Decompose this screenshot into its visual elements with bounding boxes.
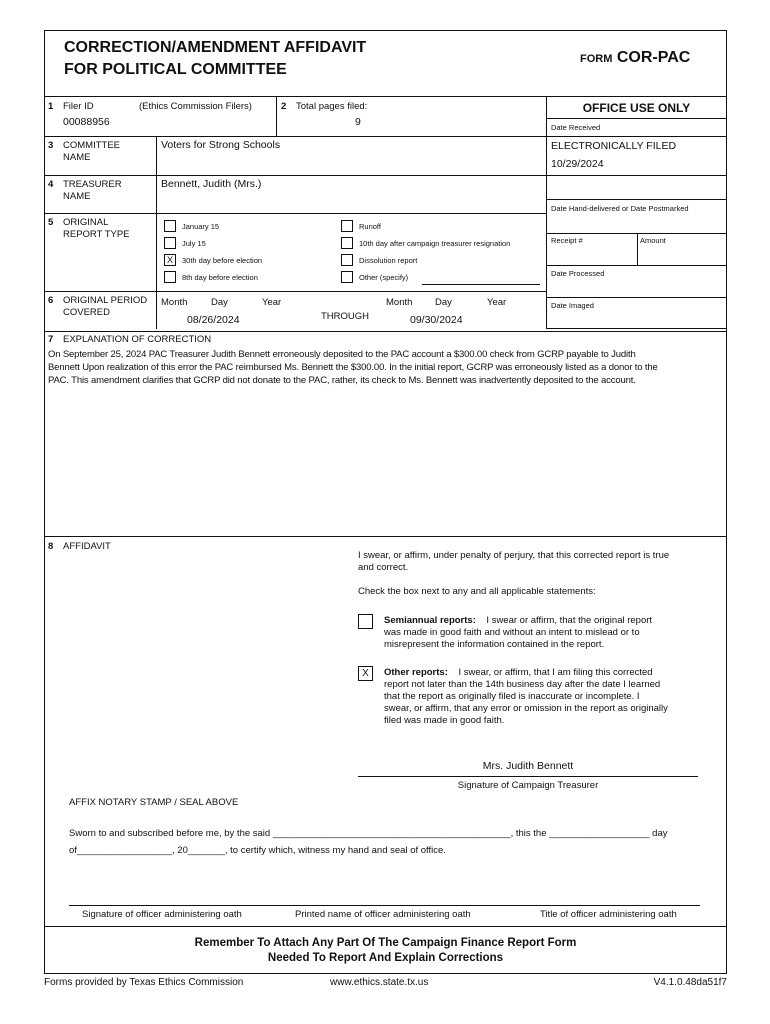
explanation-label: EXPLANATION OF CORRECTION	[63, 334, 212, 345]
treasurer-signature-label: Signature of Campaign Treasurer	[457, 780, 599, 791]
divider-before-reminder	[44, 926, 727, 927]
other-reports-line-1	[384, 667, 653, 678]
date-received-label: Date Received	[551, 123, 601, 132]
checkbox-other-reports[interactable]: X	[358, 666, 373, 681]
section6-number: 6	[48, 295, 54, 306]
hand-delivered-label: Date Hand-delivered or Date Postmarked	[551, 204, 689, 213]
option-30th-day: 30th day before election	[182, 256, 263, 265]
checkbox-semiannual[interactable]	[358, 614, 373, 629]
treasurer-signature-line	[358, 776, 698, 777]
filer-id-label: Filer ID	[63, 101, 94, 112]
semiannual-text-1: I swear or affirm, that the original report	[486, 615, 653, 626]
section8-number: 8	[48, 541, 54, 552]
treasurer-name-value: Bennett, Judith (Mrs.)	[161, 178, 262, 190]
sworn-line-2: of__________________, 20_______, to certify which, witness my hand and seal of office.	[69, 845, 446, 856]
swear-line-1: I swear, or affirm, under penalty of perjury, that this corrected report is true	[358, 550, 670, 561]
filer-id-value: 00088956	[63, 116, 110, 128]
officer-signature-line	[69, 905, 700, 906]
form-title-line2: FOR POLITICAL COMMITTEE	[64, 61, 287, 78]
treasurer-name-label-2: NAME	[63, 191, 91, 202]
period-from-value: 08/26/2024	[187, 314, 240, 326]
other-reports-line-5: filed was made in good faith.	[384, 715, 505, 726]
section1-number: 1	[48, 101, 54, 112]
to-day-label: Day	[435, 297, 452, 308]
checkbox-dissolution[interactable]	[341, 254, 353, 266]
explanation-line-3: PAC. This amendment clarifies that GCRP did not donate to the PAC, rather, its check to Ms. Bennett was inadvertently deposited to the account.	[48, 375, 636, 386]
section2-number: 2	[281, 101, 287, 112]
form-code	[580, 49, 690, 67]
option-other: Other (specify)	[359, 273, 409, 282]
total-pages-label: Total pages filed:	[296, 101, 368, 112]
section5-number: 5	[48, 217, 54, 228]
other-reports-line-3: that the report as originally filed is inaccurate or incomplete. I	[384, 691, 640, 702]
other-reports-title: Other reports:	[384, 667, 448, 678]
divider-after-section7	[44, 536, 727, 537]
option-january-15: January 15	[182, 222, 220, 231]
office-divider-4	[546, 199, 727, 200]
to-year-label: Year	[487, 297, 507, 308]
other-specify-line[interactable]	[422, 284, 540, 285]
semiannual-line-1	[384, 615, 652, 626]
checkbox-july-15[interactable]	[164, 237, 176, 249]
from-day-label: Day	[211, 297, 228, 308]
checkbox-30th-day[interactable]: X	[164, 254, 176, 266]
footer-version: V4.1.0.48da51f7	[653, 977, 727, 988]
period-to-value: 09/30/2024	[410, 314, 463, 326]
report-type-label-2: REPORT TYPE	[63, 229, 130, 240]
label-column-divider	[156, 136, 157, 329]
checkbox-runoff[interactable]	[341, 220, 353, 232]
treasurer-name-label-1: TREASURER	[63, 179, 122, 190]
divider-after-section2	[44, 136, 546, 137]
other-reports-text-1: I swear, or affirm, that I am filing this corrected	[458, 667, 653, 678]
period-label-2: COVERED	[63, 307, 110, 318]
filer-id-sublabel: (Ethics Commission Filers)	[139, 101, 252, 112]
reminder-line-2: Needed To Report And Explain Corrections	[267, 952, 504, 964]
report-type-label-1: ORIGINAL	[63, 217, 109, 228]
office-divider-6	[546, 265, 727, 266]
sworn-line-1: Sworn to and subscribed before me, by the said _____________________________________________, this the ___________________ day	[69, 828, 668, 839]
filed-status: ELECTRONICALLY FILED	[551, 140, 677, 152]
check-instruction: Check the box next to any and all applicable statements:	[358, 586, 596, 597]
footer-website[interactable]: www.ethics.state.tx.us	[330, 977, 429, 988]
checkbox-10th-day-resignation[interactable]	[341, 237, 353, 249]
date-processed-label: Date Processed	[551, 269, 605, 278]
filed-date: 10/29/2024	[551, 158, 604, 170]
date-imaged-label: Date Imaged	[551, 301, 594, 310]
option-july-15: July 15	[182, 239, 206, 248]
semiannual-line-3: misrepresent the information contained in the report.	[384, 639, 605, 650]
reminder-line-1: Remember To Attach Any Part Of The Campaign Finance Report Form	[194, 937, 577, 949]
amount-label: Amount	[640, 236, 666, 245]
committee-name-label-2: NAME	[63, 152, 91, 163]
notary-stamp-label: AFFIX NOTARY STAMP / SEAL ABOVE	[69, 797, 239, 808]
semiannual-line-2: was made in good faith and without an intent to mislead or to	[384, 627, 640, 638]
section1-2-divider	[276, 96, 277, 136]
other-reports-line-4: swear, or affirm, that any error or omission in the report as originally	[384, 703, 668, 714]
officer-signature-label: Signature of officer administering oath	[82, 909, 242, 920]
swear-line-2: and correct.	[358, 562, 409, 573]
checkbox-8th-day[interactable]	[164, 271, 176, 283]
checkbox-january-15[interactable]	[164, 220, 176, 232]
to-month-label: Month	[386, 297, 413, 308]
officer-name-label: Printed name of officer administering oath	[295, 909, 471, 920]
section7-number: 7	[48, 334, 54, 345]
committee-name-value: Voters for Strong Schools	[161, 139, 281, 151]
through-label: THROUGH	[321, 311, 370, 322]
treasurer-signature-name: Mrs. Judith Bennett	[482, 760, 574, 772]
total-pages-value: 9	[355, 116, 361, 128]
officer-title-label: Title of officer administering oath	[540, 909, 677, 920]
form-prefix: FORM	[580, 53, 613, 65]
option-runoff: Runoff	[359, 222, 381, 231]
office-use-title: OFFICE USE ONLY	[582, 101, 691, 115]
affidavit-label: AFFIDAVIT	[63, 541, 111, 552]
divider-after-section5	[44, 291, 546, 292]
option-10th-day-resignation: 10th day after campaign treasurer resignation	[359, 239, 511, 248]
committee-name-label-1: COMMITTEE	[63, 140, 120, 151]
header-divider	[44, 96, 546, 97]
other-reports-line-2: report not later than the 14th business day after the date I learned	[384, 679, 661, 690]
footer-provider: Forms provided by Texas Ethics Commission	[44, 977, 244, 988]
checkbox-other[interactable]	[341, 271, 353, 283]
office-divider-3	[546, 175, 727, 176]
divider-after-section6	[44, 331, 727, 332]
explanation-line-2: Bennett Upon realization of this error the PAC reimbursed Ms. Bennett the $300.00. In the initial report, GCRP was erroneously listed as a donor to the	[48, 362, 658, 373]
section4-number: 4	[48, 179, 54, 190]
option-dissolution: Dissolution report	[359, 256, 418, 265]
receipt-amount-divider	[637, 233, 638, 265]
office-divider-1	[546, 118, 727, 119]
from-year-label: Year	[262, 297, 282, 308]
form-title-line1: CORRECTION/AMENDMENT AFFIDAVIT	[64, 39, 367, 56]
period-label-1: ORIGINAL PERIOD	[63, 295, 148, 306]
receipt-label: Receipt #	[551, 236, 583, 245]
divider-after-section4	[44, 213, 546, 214]
semiannual-title: Semiannual reports:	[384, 615, 476, 626]
from-month-label: Month	[161, 297, 188, 308]
office-divider-2	[546, 136, 727, 137]
section3-number: 3	[48, 140, 54, 151]
divider-after-section3	[44, 175, 546, 176]
form-code-value: COR-PAC	[616, 49, 691, 66]
option-8th-day: 8th day before election	[182, 273, 258, 282]
office-divider-7	[546, 297, 727, 298]
explanation-line-1: On September 25, 2024 PAC Treasurer Judith Bennett erroneously deposited to the PAC account a $300.00 check from GCRP payable to Judith	[48, 349, 636, 360]
